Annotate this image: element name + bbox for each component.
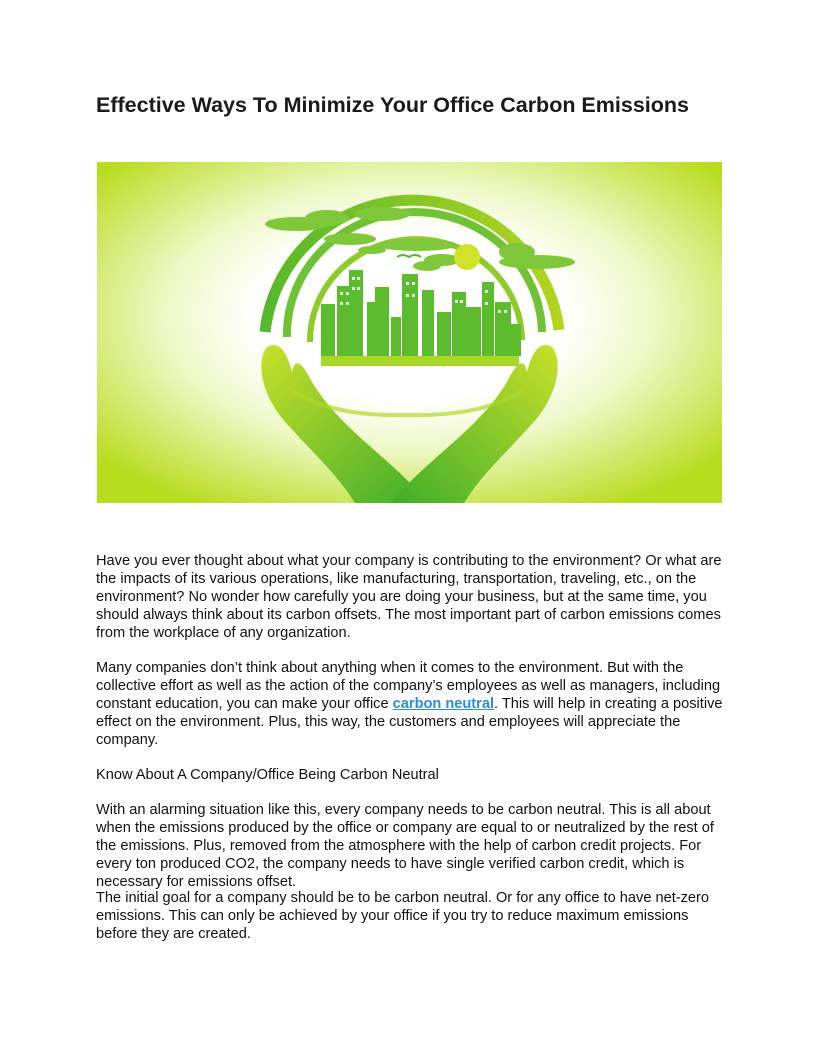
paragraph-2-text-end: . This will help in creating a positive effect on the environment. Plus, this way, the customers and employees will appreciate the company. [96,695,723,748]
body-paragraph-3: With an alarming situation like this, every company needs to be carbon neutral. This is all about when the emissions produced by the office or company are equal to or neutralized by the rest of the emissions. Plus, removed from the atmosphere with the help of carbon credit projects. For every ton produced CO2, the company needs to have single verified carbon credit, which is necessary for emissions offset. [96,802,714,890]
carbon-neutral-link[interactable]: carbon neutral [392,695,495,712]
intro-paragraph: Have you ever thought about what your company is contributing to the environment? Or what are the impacts of its various operations, like manufacturing, transportation, traveling, etc., on the environment? No wonder how carefully you are doing your business, but at the same time, you should always think about its carbon offsets. The most important part of carbon emissions comes from the workplace of any organization. [96,553,722,641]
body-paragraph-2 [96,660,724,750]
section-heading: Know About A Company/Office Being Carbon Neutral [96,767,439,783]
body-paragraph-4: The initial goal for a company should be to be carbon neutral. Or for any office to have net-zero emissions. This can only be achieved by your office if you try to reduce maximum emissions before they are created. [96,890,710,942]
hero-image [97,162,722,503]
page-title: Effective Ways To Minimize Your Office Carbon Emissions [96,93,689,117]
paragraph-2-text-start: Many companies don’t think about anything when it comes to the environment. But with the collective effort as well as the action of the company’s employees as well as managers, including constant education, you can make your office [96,660,721,712]
hands-holding-green-city-icon [97,162,722,503]
